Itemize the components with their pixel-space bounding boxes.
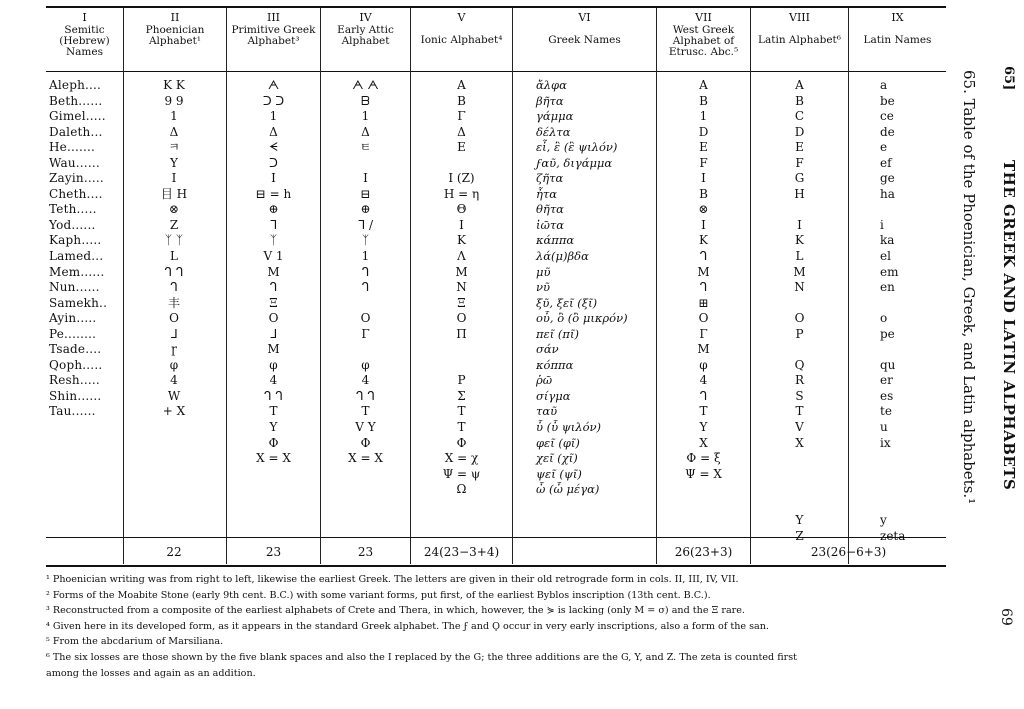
section-number: 65] [1001, 66, 1016, 91]
table-cell: ᒉ [699, 388, 708, 403]
table-cell: T [795, 404, 804, 419]
table-cell: K [699, 233, 708, 248]
table-cell: ἄλφα [536, 78, 567, 92]
table-cell: ᒣ [269, 217, 278, 232]
table-cell: O [268, 311, 279, 326]
table-cell: pe [880, 326, 895, 341]
table-cell: ῥῶ [536, 373, 553, 388]
table-cell: ᑐ ᑐ [262, 93, 285, 108]
total-ionic: 24(23−3+4) [423, 545, 500, 559]
table-cell: V 1 [263, 249, 284, 264]
table-cell: θῆτα [536, 202, 564, 217]
table-cell: 1 [170, 109, 178, 124]
table-cell: ϝαῦ, διγάμμα [536, 155, 613, 170]
table-cell: ⊗ [698, 202, 709, 217]
table-cell: N [456, 280, 467, 295]
table-cell [411, 342, 512, 358]
table-cell: 1 [269, 109, 278, 124]
table-cell: Θ [456, 202, 467, 217]
table-cell: T [457, 404, 466, 419]
table-cell: 丰 [167, 295, 180, 310]
ionic-column [411, 78, 512, 498]
table-cell [751, 498, 848, 514]
table-cell: ᒉ [361, 264, 370, 279]
table-cell: δέλτα [536, 124, 571, 139]
table-cell: 1 [361, 249, 370, 264]
total-early-attic: 23 [357, 545, 374, 559]
table-cell: ᒉ [170, 280, 178, 295]
table-cell: L [170, 249, 178, 264]
table-cell: O [698, 311, 709, 326]
table-cell: χεῖ (χῖ) [536, 451, 578, 466]
table-cell: I [171, 171, 177, 186]
table-cell [751, 451, 848, 467]
table-cell: Teth..... [49, 202, 97, 217]
table-cell: X = X [348, 451, 383, 466]
table-cell: O [794, 311, 805, 326]
table-cell: be [880, 93, 895, 108]
table-cell: ᒉ ᒉ [356, 388, 375, 403]
footnote: ² Forms of the Moabite Stone (early 9th cent. B.C.) with some variant forms, put first, of the earliest Byblos inscription (13th cent. B.C.). [46, 589, 711, 601]
table-cell: ce [880, 109, 894, 124]
table-cell: 4 [269, 373, 278, 388]
header-title: West Greek Alphabet of Etrusc. Abc.⁵ [668, 24, 739, 58]
table-cell: 1 [699, 109, 708, 124]
table-cell: X = χ [444, 451, 479, 466]
table-cell: B [795, 93, 804, 108]
table-cell: Ψ = X [685, 466, 722, 481]
table-cell: Lamed... [49, 249, 104, 264]
header-num: IX [891, 11, 904, 24]
header-num: I [82, 11, 87, 24]
table-cell: D [794, 124, 805, 139]
table-cell: T [699, 404, 708, 419]
table-cell: οὖ, ὂ (ὂ μικρόν) [536, 311, 628, 326]
table-cell: Zayin..... [49, 171, 104, 186]
table-cell: H [794, 186, 805, 201]
table-cell: πεῖ (πῖ) [536, 326, 579, 341]
table-cell: ᒣ / [357, 217, 374, 232]
footnote: ⁶ The six losses are those shown by the five blank spaces and also the I replaced by the G; the three additions are the G, Y, and Z. The zeta is counted first [46, 651, 797, 663]
table-cell: R [794, 373, 805, 388]
table-cell [880, 451, 946, 467]
table-cell: Y [795, 513, 804, 528]
table-cell: Y [170, 155, 178, 170]
table-cell: ζῆτα [536, 171, 564, 186]
table-cell: ᛉ ᛉ [164, 233, 184, 248]
table-cell: Mem...... [49, 264, 105, 279]
table-cell [880, 467, 946, 483]
table-cell: ᒉ [699, 249, 708, 264]
table-cell: φ [699, 357, 708, 372]
table-cell: Shin...... [49, 388, 102, 403]
table-cell: O [169, 311, 179, 326]
table-cell: Y [269, 420, 278, 435]
table-cell: I [701, 171, 706, 186]
table-cell: ᗅ [267, 78, 280, 92]
table-cell: Tau...... [49, 404, 96, 419]
table-cell: Aleph.... [49, 78, 102, 92]
col-divider [848, 8, 849, 564]
table-cell: P [457, 373, 466, 388]
table-cell: + X [162, 404, 186, 419]
table-cell: K K [163, 78, 185, 92]
page-number: 69 [998, 608, 1014, 626]
table-cell: ὖ (ὖ ψιλόν) [536, 420, 601, 435]
table-cell: ἦτα [536, 186, 558, 201]
table-cell: Wau...... [49, 155, 100, 170]
table-cell: ef [880, 155, 892, 170]
header-num: III [266, 11, 281, 24]
table-cell: V Y [355, 420, 376, 435]
table-cell: I [459, 217, 464, 232]
table-cell: A [457, 78, 466, 92]
table-cell: O [456, 311, 467, 326]
header-title: Greek Names [548, 34, 621, 46]
table-cell: φ [269, 357, 278, 372]
table-cell: Ψ = ψ [442, 466, 481, 481]
table-cell: T [269, 404, 278, 419]
table-cell: I [363, 171, 368, 186]
table-cell: Λ [457, 249, 466, 264]
early-attic-column [321, 78, 410, 467]
table-cell: ㅋ [168, 140, 180, 155]
table-cell: O [360, 311, 371, 326]
table-cell: ᗅ ᗅ [352, 78, 379, 92]
table-cell: X [795, 435, 804, 450]
table-cell: Φ = ξ [686, 451, 721, 466]
table-cell: de [880, 124, 895, 139]
table-cell: γάμμα [536, 109, 574, 124]
table-cell: Φ [268, 435, 279, 450]
table-cell: K [795, 233, 804, 248]
table-cell: φ [169, 357, 179, 372]
header-num: II [170, 11, 180, 24]
table-cell [321, 342, 410, 358]
header-num: VI [578, 11, 591, 24]
running-header: THE GREEK AND LATIN ALPHABETS [1000, 160, 1018, 491]
table-cell: ɼ [171, 342, 177, 357]
table-cell: ᒧ [170, 326, 178, 341]
table-cell: el [880, 249, 891, 264]
latin-alphabet-column [751, 78, 848, 544]
table-cell: en [880, 280, 895, 295]
table-cell: νῦ [536, 280, 550, 295]
table-cell: ᒉ [699, 280, 708, 295]
table-cell: ᒉ [361, 280, 370, 295]
table-cell: Resh..... [49, 373, 100, 388]
table-cell: e [880, 140, 888, 155]
table-cell: Φ [360, 435, 371, 450]
header-num: VIII [789, 11, 810, 24]
table-cell: A [795, 78, 804, 92]
table-cell [751, 467, 848, 483]
table-cell: I [701, 217, 706, 232]
table-cell: Γ [699, 326, 708, 341]
table-cell: Z [795, 528, 804, 543]
table-cell [880, 482, 946, 498]
table-cell: ⊕ [268, 202, 279, 217]
table-cell: es [880, 388, 894, 403]
table-cell: ᒉ ᒉ [264, 388, 283, 403]
table-cell: S [795, 388, 804, 403]
table-cell: M [793, 264, 806, 279]
table-cell: ⊟ = h [255, 186, 292, 201]
table-cell: A [699, 78, 708, 92]
table-cell: ᑐ [269, 155, 278, 170]
table-cell: Cheth.... [49, 186, 103, 201]
table-cell: ㅌ [359, 140, 372, 155]
table-cell: u [880, 420, 888, 435]
table-cell: ge [880, 171, 895, 186]
table-cell: σίγμα [536, 388, 571, 403]
table-cell: M [267, 264, 280, 279]
table-cell: K [457, 233, 466, 248]
table-cell: ᒧ [269, 326, 278, 341]
latin-names-column [880, 78, 946, 544]
table-cell [751, 296, 848, 312]
table-cell: 4 [170, 373, 178, 388]
table-cell: 4 [699, 373, 708, 388]
table-cell: E [457, 140, 466, 155]
header-num: IV [359, 11, 372, 24]
table-cell: H = η [443, 186, 480, 201]
total-primitive-greek: 23 [265, 545, 282, 559]
table-caption: 65. Table of the Phoenician, Greek, and Latin alphabets.¹ [960, 70, 978, 505]
header-rule [46, 71, 946, 72]
table-cell: φ [361, 357, 370, 372]
table-cell: Tsade.... [49, 342, 102, 357]
footnote: ⁵ From the abcdarium of Marsiliana. [46, 636, 224, 648]
table-cell: T [457, 420, 466, 435]
table-cell: ψεῖ (ψῖ) [536, 466, 582, 481]
phoenician-column [124, 78, 224, 420]
table-cell [751, 482, 848, 498]
table-cell: Z [169, 217, 179, 232]
table-cell: X = X [256, 451, 291, 466]
table-cell: W [167, 388, 181, 403]
header-col-8 [751, 12, 848, 70]
table-cell: a [880, 78, 888, 92]
table-cell [880, 296, 946, 312]
table-cell: ⊟ [360, 186, 371, 201]
greek-names-column [536, 78, 656, 498]
table-cell: G [794, 171, 805, 186]
footnote: ³ Reconstructed from a composite of the earliest alphabets of Crete and Thera, in which, however, the ⋟ is lacking (only M = σ) and the Ξ rare. [46, 605, 745, 617]
table-cell: zeta [880, 528, 906, 543]
table-cell: μῦ [536, 264, 551, 279]
table-cell: F [699, 155, 708, 170]
table-cell: o [880, 311, 888, 326]
table-cell [321, 156, 410, 172]
table-cell [751, 202, 848, 218]
table-cell: C [794, 109, 805, 124]
table-cell: Σ [457, 388, 466, 403]
table-cell: M [455, 264, 468, 279]
table-cell: 目 H [160, 186, 188, 201]
table-cell: Qoph..... [49, 357, 103, 372]
table-cell: σάν [536, 342, 559, 357]
table-cell: P [795, 326, 804, 341]
table-cell: κόππα [536, 357, 574, 372]
header-col-1 [46, 12, 123, 70]
table-cell: Φ [456, 435, 467, 450]
col-divider [512, 8, 513, 564]
table-cell: M [697, 264, 710, 279]
table-cell: T [361, 404, 370, 419]
table-cell: Pe........ [49, 326, 97, 341]
table-cell: ⊗ [168, 202, 180, 217]
table-cell: em [880, 264, 899, 279]
table-cell [880, 498, 946, 514]
table-cell: Γ [457, 109, 466, 124]
semitic-names-column [49, 78, 123, 420]
footnote: ⁴ Given here in its developed form, as it appears in the standard Greek alphabet. The ϝ and Ϙ occur in very early inscriptions, also a form of the san. [46, 620, 769, 632]
header-col-7 [657, 12, 750, 70]
table-cell: I (Z) [448, 171, 475, 186]
table-cell: ⊕ [360, 202, 371, 217]
table-cell: E [699, 140, 708, 155]
table-cell: ᒉ [269, 280, 278, 295]
table-cell: ᛉ [269, 233, 278, 248]
table-cell [880, 202, 946, 218]
table-cell: X [699, 435, 708, 450]
table-cell: L [795, 249, 804, 264]
table-cell: βῆτα [536, 93, 564, 108]
table-cell: Δ [269, 124, 278, 139]
table-cell: M [267, 342, 280, 357]
table-cell: ὦ (ὦ μέγα) [536, 482, 600, 497]
table-cell: y [880, 513, 887, 528]
table-cell: Ξ [457, 295, 466, 310]
table-cell: Beth...... [49, 93, 103, 108]
table-cell [880, 342, 946, 358]
table-cell: λά(μ)βδα [536, 249, 589, 264]
table-cell: F [795, 155, 804, 170]
table-cell: Daleth... [49, 124, 103, 139]
table-cell: I [271, 171, 276, 186]
header-title: Semitic (Hebrew) Names [59, 24, 110, 58]
table-cell: Π [456, 326, 467, 341]
table-cell: Kaph..... [49, 233, 102, 248]
table-cell: ᛉ [361, 233, 370, 248]
table-cell: qu [880, 357, 896, 372]
table-cell: V [795, 420, 804, 435]
table-cell: ⊞ [698, 295, 709, 310]
table-cell: Ayin..... [49, 311, 97, 326]
header-title: Ionic Alphabet⁴ [420, 34, 503, 46]
table-cell: 9 9 [164, 93, 184, 108]
table-cell: i [880, 217, 884, 232]
table-cell: B [699, 186, 708, 201]
table-cell: ἰῶτα [536, 217, 565, 232]
table-cell: B [457, 93, 466, 108]
table-cell: ταῦ [536, 404, 558, 419]
table-cell: ha [880, 186, 895, 201]
table-cell: ᗷ [361, 93, 370, 108]
table-cell: Gimel..... [49, 109, 106, 124]
total-west-greek: 26(23+3) [674, 545, 733, 559]
header-title: Primitive Greek Alphabet³ [231, 24, 316, 47]
west-greek-column [657, 78, 750, 482]
table-cell: Δ [457, 124, 466, 139]
header-col-3 [227, 12, 320, 70]
table-cell: κάππα [536, 233, 575, 248]
table-cell [411, 156, 512, 172]
header-col-9 [849, 12, 946, 70]
header-title: Latin Names [863, 34, 932, 46]
table-cell [321, 296, 410, 312]
table-cell: φεῖ (φῖ) [536, 435, 580, 450]
table-cell: 1 [361, 109, 370, 124]
footnotes [46, 572, 946, 681]
table-cell: ξῦ, ξεῖ (ξῖ) [536, 295, 598, 310]
header-col-2 [124, 12, 226, 70]
table-cell: He....... [49, 140, 96, 155]
header-col-6 [513, 12, 656, 70]
table-cell: Yod...... [49, 217, 96, 232]
table-cell: Δ [169, 124, 179, 139]
table-cell: Nun...... [49, 280, 100, 295]
table-cell [411, 358, 512, 374]
table-cell: Ω [456, 482, 467, 497]
header-col-5 [411, 12, 512, 70]
header-title: Phoenician Alphabet¹ [145, 24, 205, 47]
table-cell: Ξ [269, 295, 278, 310]
total-phoenician: 22 [166, 545, 182, 559]
table-cell: ᗕ [269, 140, 278, 155]
table-cell: ix [880, 435, 891, 450]
table-cell: εἶ, ἒ (ἒ ψιλόν) [536, 140, 618, 155]
table-cell: E [795, 140, 804, 155]
header-num: VII [695, 11, 712, 24]
header-col-4 [321, 12, 410, 70]
header-num: V [457, 11, 466, 24]
table-cell: Δ [361, 124, 370, 139]
footnote: ¹ Phoenician writing was from right to left, likewise the earliest Greek. The letters are given in their old retrograde form in cols. II, III, IV, VII. [46, 574, 739, 585]
table-cell: ka [880, 233, 895, 248]
table-cell: Γ [361, 326, 370, 341]
top-rule [46, 6, 946, 8]
table-cell: I [797, 217, 802, 232]
bottom-rule [46, 565, 946, 567]
table-cell: Y [699, 420, 708, 435]
table-cell: Samekh.. [49, 295, 108, 310]
table-cell [751, 342, 848, 358]
table-cell: M [697, 342, 710, 357]
table-cell: B [699, 93, 708, 108]
table-cell: Q [794, 357, 805, 372]
table-cell: N [794, 280, 805, 295]
table-cell: ᒉ ᒉ [164, 264, 184, 279]
header-title: Latin Alphabet⁶ [758, 34, 841, 46]
table-cell: er [880, 373, 893, 388]
primitive-greek-column [227, 78, 320, 467]
table-cell: D [698, 124, 709, 139]
footnote: among the losses and again as an addition. [46, 667, 256, 679]
total-latin: 23(26−6+3) [810, 545, 887, 559]
table-cell: te [880, 404, 892, 419]
header-title: Early Attic Alphabet [337, 24, 394, 47]
table-cell: 4 [361, 373, 370, 388]
